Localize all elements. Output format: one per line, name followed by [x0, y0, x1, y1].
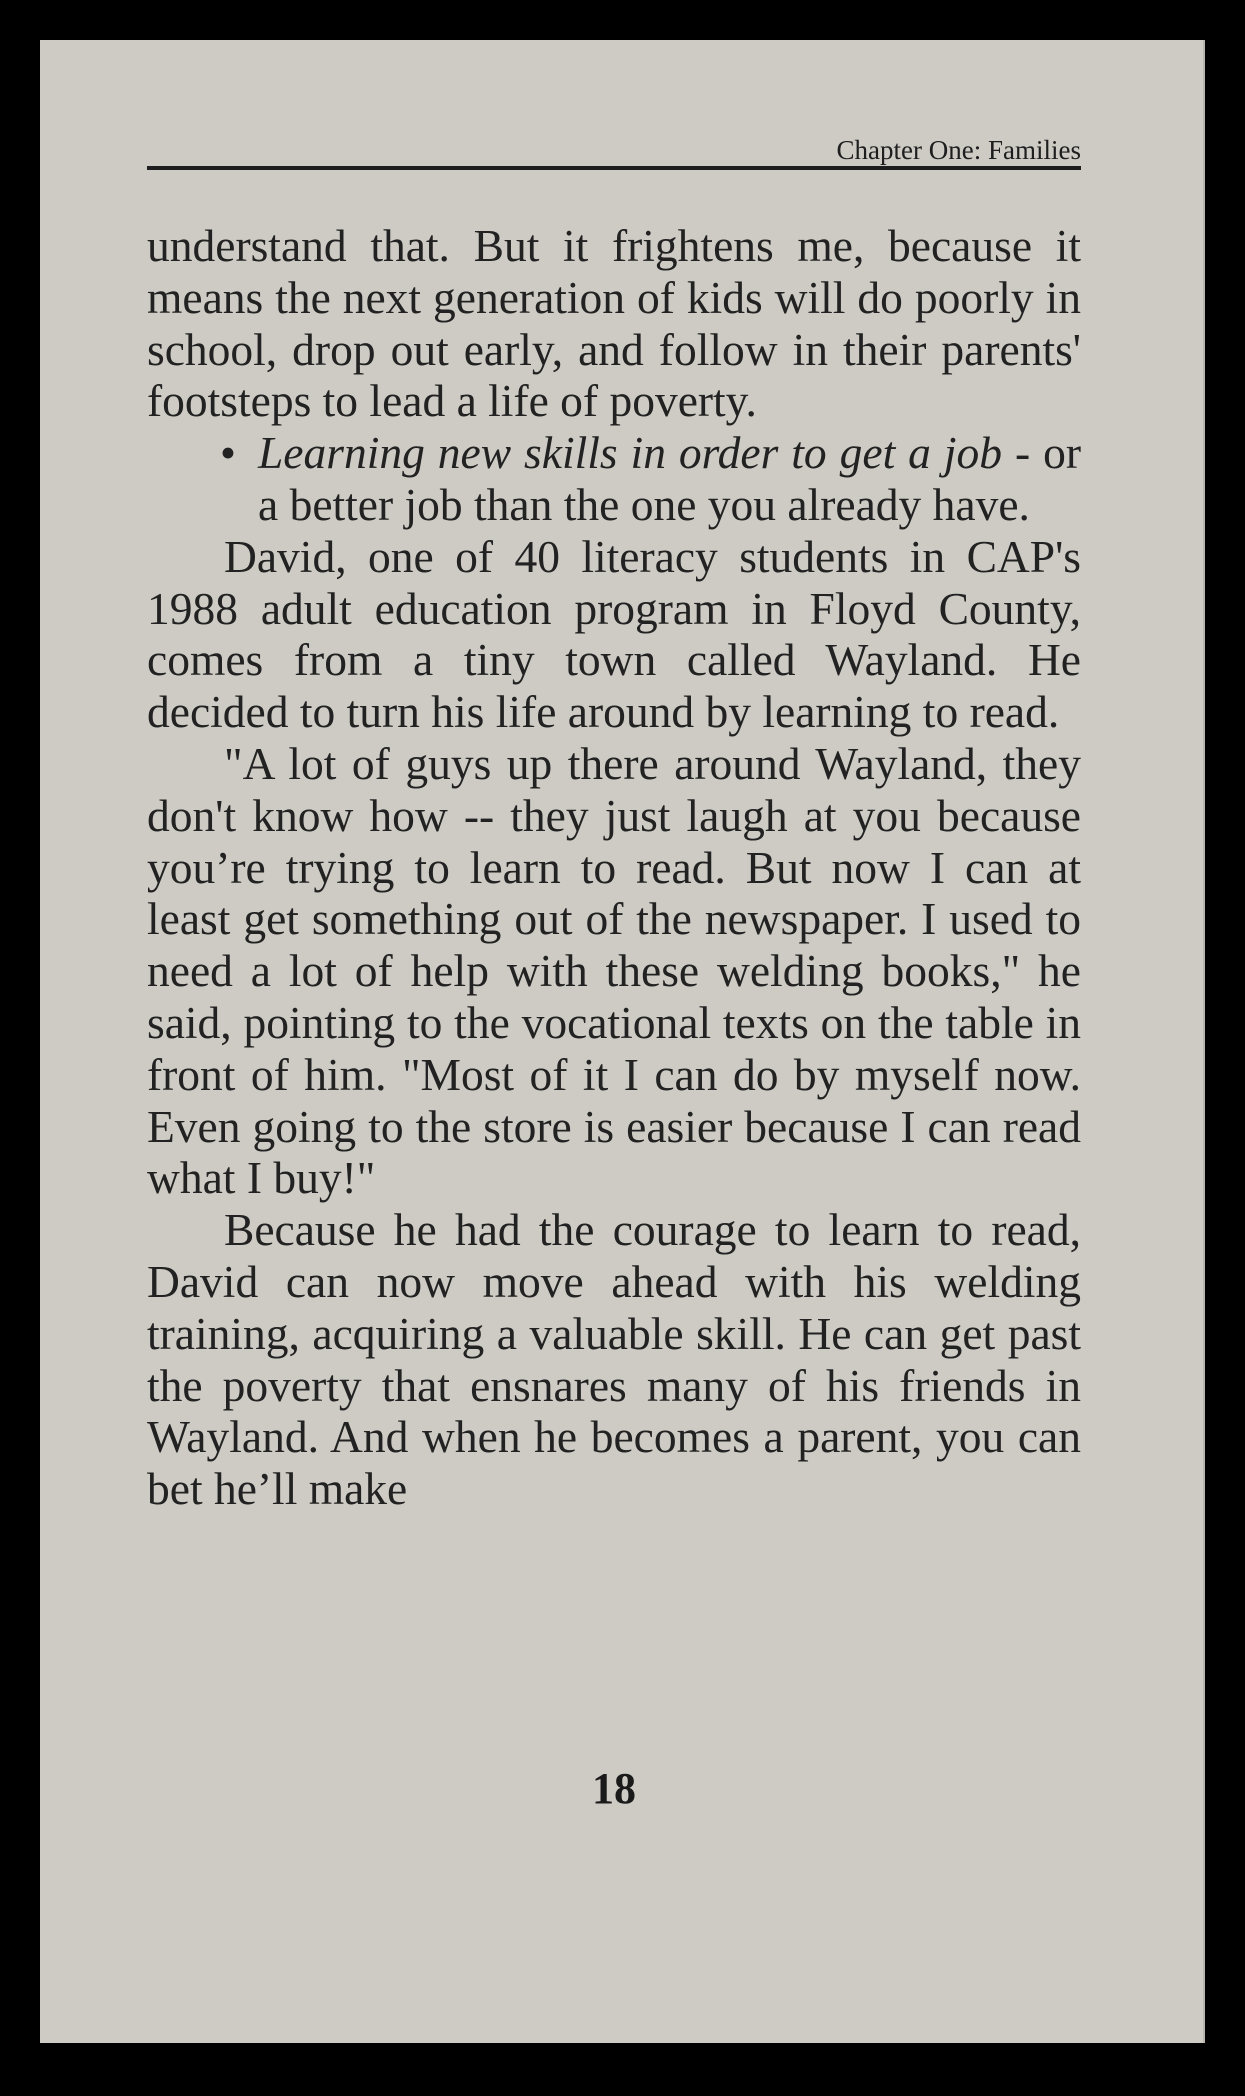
paragraph-2: David, one of 40 literacy students in CAP's 1988 adult education program in Floyd County, comes from a tiny town called Wayland. He decided to turn his life around by learning to read. — [147, 530, 1081, 738]
bullet-icon: • — [220, 427, 236, 479]
running-head: Chapter One: Families — [836, 135, 1081, 165]
header-rule — [147, 166, 1081, 170]
paragraph-4: Because he had the courage to learn to read, David can now move ahead with his welding training, acquiring a valuable skill. He can get past the poverty that ensnares many of his friends in Wayland. And when he becomes a parent, you can bet he’ll make — [147, 1204, 1081, 1515]
body-text — [147, 220, 1081, 1515]
bullet-text: - or a better job than the one you already have. — [258, 427, 1082, 530]
bullet-item — [220, 427, 1081, 531]
book-page — [40, 40, 1205, 2043]
page-number: 18 — [592, 1764, 636, 1813]
paragraph-3: "A lot of guys up there around Wayland, they don't know how -- they just laugh at you because you’re trying to learn to read. But now I can at least get something out of the newspaper. I used to need a lot of help with these welding books," he said, pointing to the vocational texts on the table in front of him. "Most of it I can do by myself now. Even going to the store is easier because I can read what I buy!" — [147, 737, 1081, 1204]
bullet-italic-text: Learning new skills in order to get a job — [258, 427, 1003, 479]
paragraph-1: understand that. But it frightens me, because it means the next generation of kids will do poorly in school, drop out early, and follow in their parents' footsteps to lead a life of poverty. — [147, 220, 1081, 427]
